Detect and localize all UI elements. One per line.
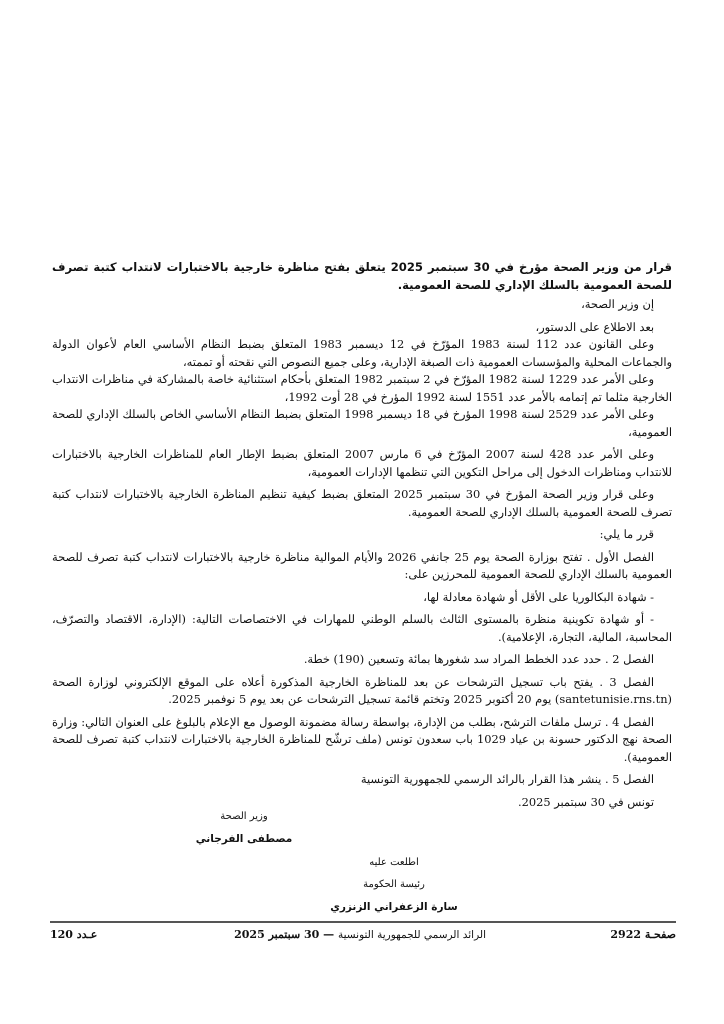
pm-signature xyxy=(324,852,464,918)
article-4: الفصل 4 . ترسل ملفات الترشح، بطلب من الإدارة، بواسطة رسالة مضمونة الوصول مع الإعلام بالبلوغ على العنوان التالي: وزارة الصحة نهج الدكتور حسونة بن عياد 1029 باب سعدون تونس (ملف ترشّح للمناظرة الخارجية بالاختبارات لانتداب كتبة تصرف للصحة العمومية). xyxy=(52,714,673,764)
journal-date: 30 سبتمبر 2025 xyxy=(234,928,320,941)
page-footer xyxy=(50,928,676,948)
paragraph-order-2025: وعلى قرار وزير الصحة المؤرخ في 30 سبتمبر 2025 المتعلق بضبط كيفية تنظيم المناظرة الخارجية بالاختبارات لانتداب كتبة تصرف للصحة العمومية بالسلك الإداري للصحة العمومية. xyxy=(52,487,672,519)
minister-name: مصطفى الفرجاني xyxy=(195,833,293,845)
issue-number: عـدد 120 xyxy=(50,928,98,941)
paragraph-decree-428: وعلى الأمر عدد 428 لسنة 2007 المؤرّخ في 6 مارس 2007 المتعلق بضبط الإطار العام للمناظرات الخارجية بالاختبارات للانتداب ومناظرات الدخول إلى مراحل التكوين التي تنظمها الإدارات العمومية، xyxy=(52,447,672,479)
article-1: الفصل الأول . تفتح بوزارة الصحة يوم 25 جانفي 2026 والأيام الموالية مناظرة خارجية بالاختبارات لانتداب كتبة تصرف للصحة العمومية بالسلك الإداري للصحة العمومية للمحرزين على: xyxy=(52,549,672,581)
page-number: صفحـة 2922 xyxy=(610,928,676,941)
decree-title: قرار من وزير الصحة مؤرخ في 30 سبتمبر 2025 يتعلق بفتح مناظرة خارجية بالاختبارات لانتداب كتبة تصرف للصحة العمومية بالسلك الإداري للصحة العمومية. xyxy=(52,260,672,292)
paragraph-decree-1229: وعلى الأمر عدد 1229 لسنة 1982 المؤرّخ في 2 سبتمبر 1982 المتعلق بأحكام استثنائية خاصة بالمشاركة في مناظرات الانتداب الخارجية مثلما تم إتمامه بالأمر عدد 1551 لسنة 1992 المؤرخ في 28 أوت 1992، xyxy=(52,372,672,404)
article-1-item-1: - شهادة البكالوريا على الأقل أو شهادة معادلة لها، xyxy=(423,589,654,604)
paragraph-decree-2529: وعلى الأمر عدد 2529 لسنة 1998 المؤرخ في 18 ديسمبر 1998 المتعلق بضبط النظام الأساسي الخاص بالسلك الإداري للصحة العمومية، xyxy=(52,407,672,439)
paragraph-law-112: وعلى القانون عدد 112 لسنة 1983 المؤرّخ في 12 ديسمبر 1983 المتعلق بضبط النظام الأساسي العام لأعوان الدولة والجماعات المحلية والمؤسسات العمومية ذات الصبغة الإدارية، وعلى جميع النصوص التي نقحته أو تممته، xyxy=(52,337,672,369)
pm-title: رئيسة الحكومة xyxy=(363,879,425,890)
document-body xyxy=(52,258,672,811)
footer-divider xyxy=(50,921,676,923)
article-5: الفصل 5 . ينشر هذا القرار بالرائد الرسمي للجمهورية التونسية xyxy=(360,772,654,786)
journal-line xyxy=(234,928,486,941)
journal-separator: — xyxy=(319,928,338,941)
article-3: الفصل 3 . يفتح باب تسجيل الترشحات عن بعد للمناظرة الخارجية المذكورة أعلاه على الموقع الإلكتروني لوزارة الصحة (santetunisie.rns.tn) يوم 20 أكتوبر 2025 وتختم قائمة تسجيل الترشحات عن بعد يوم 5 نوفمبر 2025. xyxy=(52,674,672,706)
paragraph-decides: قرر ما يلي: xyxy=(599,527,654,541)
article-2: الفصل 2 . حدد عدد الخطط المراد سد شغورها بمائة وتسعين (190) خطة. xyxy=(303,652,654,666)
article-1-item-2: - أو شهادة تكوينية منظرة بالمستوى الثالث بالسلم الوطني للمهارات في الاختصاصات التالية: (الإدارة، الاقتصاد والتصرّف، المحاسبة، المالية، التجارة، الإعلامية). xyxy=(52,612,672,644)
paragraph-minister: إن وزير الصحة، xyxy=(581,297,654,311)
place-date: تونس في 30 سبتمبر 2025. xyxy=(517,794,654,809)
journal-name: الرائد الرسمي للجمهورية التونسية xyxy=(337,929,486,941)
paragraph-constitution: بعد الاطلاع على الدستور، xyxy=(535,319,654,334)
minister-title: وزير الصحة xyxy=(220,811,268,822)
minister-signature xyxy=(184,806,304,850)
seen-label: اطلعت عليه xyxy=(369,857,419,868)
pm-name: سارة الزعفراني الزنزري xyxy=(330,901,458,913)
